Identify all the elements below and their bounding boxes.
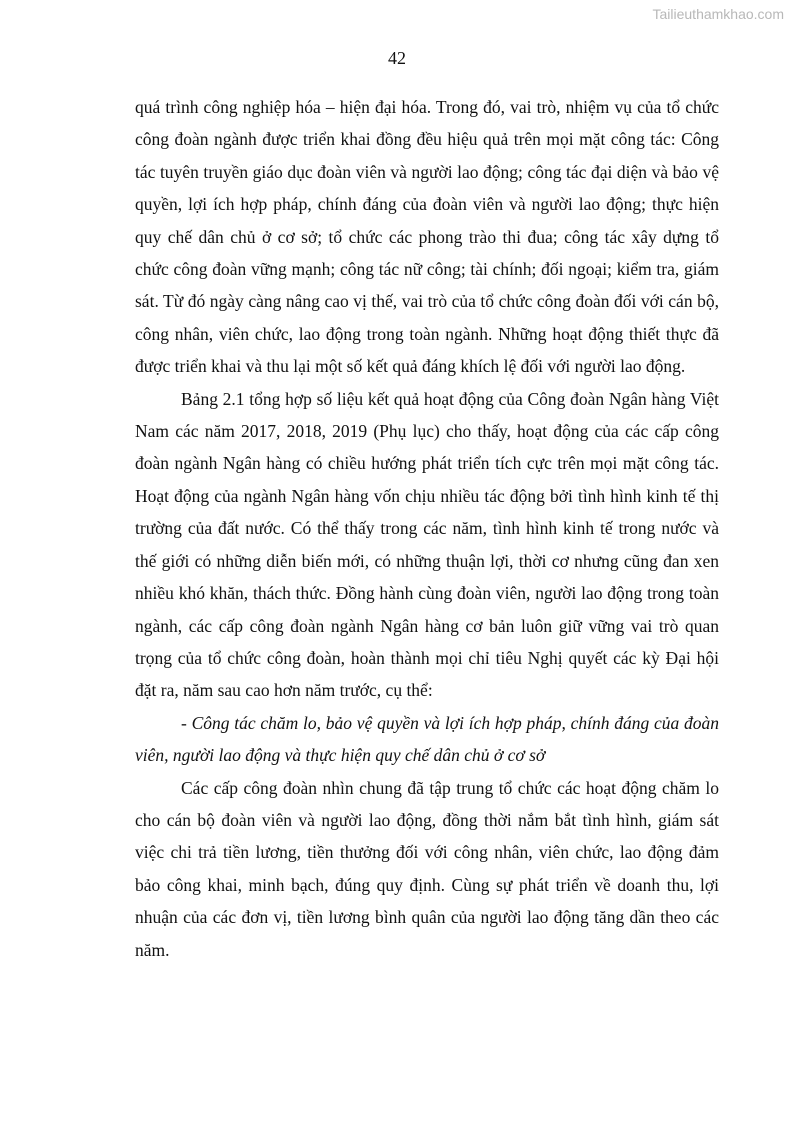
section-heading: [135, 707, 719, 772]
paragraph-table-summary: Bảng 2.1 tổng hợp số liệu kết quả hoạt động của Công đoàn Ngân hàng Việt Nam các năm 2017, 2018, 2019 (Phụ lục) cho thấy, hoạt động của các cấp công đoàn ngành Ngân hàng có chiều hướng phát triển tích cực trên mọi mặt công tác. Hoạt động của ngành Ngân hàng vốn chịu nhiều tác động bởi tình hình kinh tế thị trường của đất nước. Có thể thấy trong các năm, tình hình kinh tế trong nước và thế giới có những diễn biến mới, có những thuận lợi, thời cơ nhưng cũng đan xen nhiều khó khăn, thách thức. Đồng hành cùng đoàn viên, người lao động trong toàn ngành, các cấp công đoàn ngành Ngân hàng cơ bản luôn giữ vững vai trò quan trọng của tổ chức công đoàn, hoàn thành mọi chỉ tiêu Nghị quyết các kỳ Đại hội đặt ra, năm sau cao hơn năm trước, cụ thể:: [135, 388, 719, 701]
page-number: 42: [388, 48, 406, 68]
document-body: [135, 91, 719, 966]
paragraph-intro: quá trình công nghiệp hóa – hiện đại hóa. Trong đó, vai trò, nhiệm vụ của tổ chức công đoàn ngành được triển khai đồng đều hiệu quả trên mọi mặt công tác: Công tác tuyên truyền giáo dục đoàn viên và người lao động; công tác đại diện và bảo vệ quyền, lợi ích hợp pháp, chính đáng của đoàn viên và người lao động; thực hiện quy chế dân chủ ở cơ sở; tổ chức các phong trào thi đua; công tác xây dựng tổ chức công đoàn vững mạnh; công tác nữ công; tài chính; đối ngoại; kiểm tra, giám sát. Từ đó ngày càng nâng cao vị thế, vai trò của tổ chức công đoàn đối với cán bộ, công nhân, viên chức, lao động trong toàn ngành. Những hoạt động thiết thực đã được triển khai và thu lại một số kết quả đáng khích lệ đối với người lao động.: [135, 97, 719, 377]
section-heading-text: - Công tác chăm lo, bảo vệ quyền và lợi ích hợp pháp, chính đáng của đoàn viên, người lao động và thực hiện quy chế dân chủ ở cơ sở: [135, 712, 719, 766]
paragraph-welfare: Các cấp công đoàn nhìn chung đã tập trung tổ chức các hoạt động chăm lo cho cán bộ đoàn viên và người lao động, đồng thời nắm bắt tình hình, giám sát việc chi trả tiền lương, tiền thưởng đối với công nhân, viên chức, lao động đảm bảo công khai, minh bạch, đúng quy định. Cùng sự phát triển về doanh thu, lợi nhuận của các đơn vị, tiền lương bình quân của người lao động tăng dần theo các năm.: [135, 777, 719, 960]
watermark: Tailieuthamkhao.com: [652, 6, 784, 22]
